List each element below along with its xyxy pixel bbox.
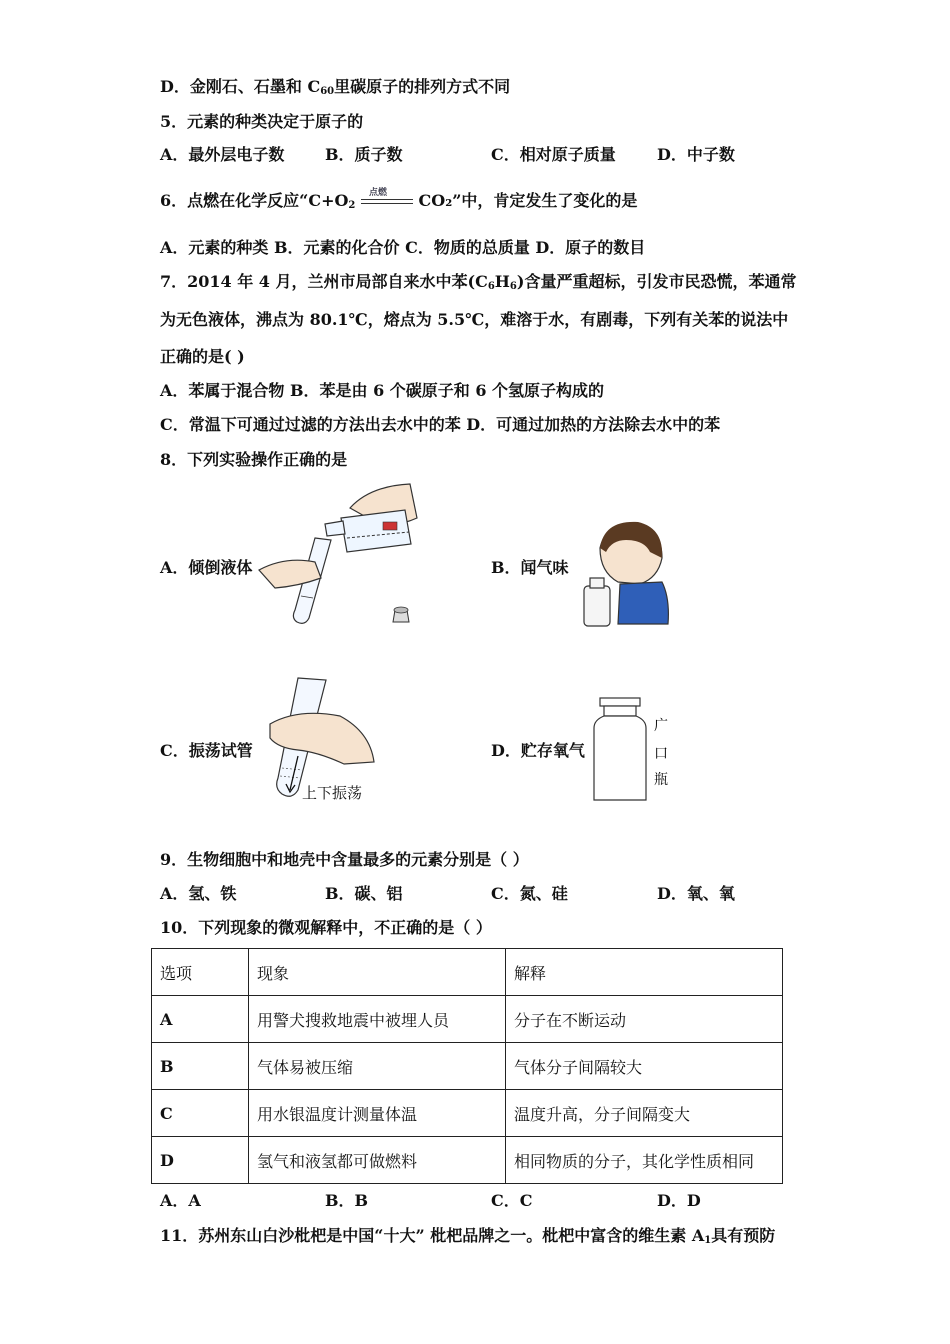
q4-option-d-tail: 里碳原子的排列方式不同 [334,77,511,96]
q5-option-c: C．相对原子质量 [491,145,616,164]
q5-option-d: D．中子数 [657,145,735,164]
q7-options-ab: A．苯属于混合物 B．苯是由 6 个碳原子和 6 个氢原子构成的 [160,381,605,400]
q11-stem-tail: 具有预防 [711,1226,776,1245]
q9-option-d: D．氧、氧 [657,884,735,903]
q6-stem [160,187,638,212]
q8-option-c: C．振荡试管 [160,741,253,760]
q8-stem: 8．下列实验操作正确的是 [160,450,348,469]
q7-text-b: )含量严重超标，引发市民恐慌，苯通常 [516,272,797,291]
q7-stem-line2: 为无色液体，沸点为 80.1℃，熔点为 5.5℃，难溶于水，有剧毒，下列有关苯的说法中 [160,310,789,329]
q11-stem [160,1226,775,1246]
table-cell: D [152,1137,249,1184]
q9-option-c: C．氮、硅 [491,884,568,903]
q10-option-a: A．A [160,1191,201,1210]
q4-subscript: 60 [320,86,335,97]
q7-stem-line1 [160,272,796,292]
q7-text-h: H [494,272,510,291]
q10-option-b: B．B [325,1191,369,1210]
table-cell: 分子在不断运动 [506,996,783,1043]
table-header-cell: 现象 [249,949,506,996]
q8-option-b: B．闻气味 [491,558,569,577]
q7-text-a: 7．2014 年 4 月，兰州市局部自来水中苯(C [160,272,488,291]
q10-table [151,948,783,1184]
wide-mouth-bottle-illustration [590,696,675,806]
table-header-cell: 选项 [152,949,249,996]
pour-liquid-illustration [255,478,430,628]
q4-option-d-text: D．金刚石、石墨和 C [160,77,321,96]
table-cell: 用警犬搜救地震中被埋人员 [249,996,506,1043]
reaction-condition: 点燃 [368,187,387,198]
table-row [152,1090,783,1137]
table-row [152,1043,783,1090]
bottle-label-2: 口 [654,745,668,761]
table-cell: 用水银温度计测量体温 [249,1090,506,1137]
table-row [152,1137,783,1184]
bottle-label-1: 广 [654,717,668,733]
q10-option-d: D．D [657,1191,701,1210]
q9-option-a: A．氢、铁 [160,884,237,903]
q7-sub-a: 6 [487,281,495,292]
bottle-label-3: 瓶 [654,771,668,787]
table-header-row [152,949,783,996]
table-cell: 温度升高，分子间隔变大 [506,1090,783,1137]
shake-test-tube-illustration [258,672,383,804]
q6-stem-tail: CO₂”中，肯定发生了变化的是 [418,191,638,210]
smell-gas-illustration [578,518,670,630]
q8-option-d: D．贮存氧气 [491,741,585,760]
q9-stem: 9．生物细胞中和地壳中含量最多的元素分别是（ ） [160,850,529,869]
table-cell: 氢气和液氢都可做燃料 [249,1137,506,1184]
q10-stem: 10．下列现象的微观解释中，不正确的是（ ） [160,918,492,937]
table-cell: C [152,1090,249,1137]
q5-option-b: B．质子数 [325,145,403,164]
q10-option-c: C．C [491,1191,533,1210]
q5-option-a: A．最外层电子数 [160,145,285,164]
q4-option-d [160,77,510,97]
q6-subscript: 2 [348,200,356,211]
q11-stem-text: 11．苏州东山白沙枇杷是中国“十大” 枇杷品牌之一。枇杷中富含的维生素 A [160,1226,705,1245]
q11-subscript: 1 [704,1235,712,1246]
reaction-equals-sign [361,187,413,212]
q8-option-a: A．倾倒液体 [160,558,253,577]
q6-stem-text: 6．点燃在化学反应“C+O [160,191,349,210]
q7-stem-line3: 正确的是( ) [160,347,245,366]
table-row [152,996,783,1043]
table-header-cell: 解释 [506,949,783,996]
q7-options-cd: C．常温下可通过过滤的方法出去水中的苯 D．可通过加热的方法除去水中的苯 [160,415,721,434]
q6-options: A．元素的种类 B．元素的化合价 C．物质的总质量 D．原子的数目 [160,238,646,257]
shake-label: 上下振荡 [302,785,363,802]
q9-option-b: B．碳、铝 [325,884,403,903]
q5-stem: 5．元素的种类决定于原子的 [160,112,364,131]
table-cell: 相同物质的分子，其化学性质相同 [506,1137,783,1184]
table-cell: B [152,1043,249,1090]
table-cell: 气体易被压缩 [249,1043,506,1090]
q7-sub-b: 6 [509,281,517,292]
table-cell: 气体分子间隔较大 [506,1043,783,1090]
table-cell: A [152,996,249,1043]
